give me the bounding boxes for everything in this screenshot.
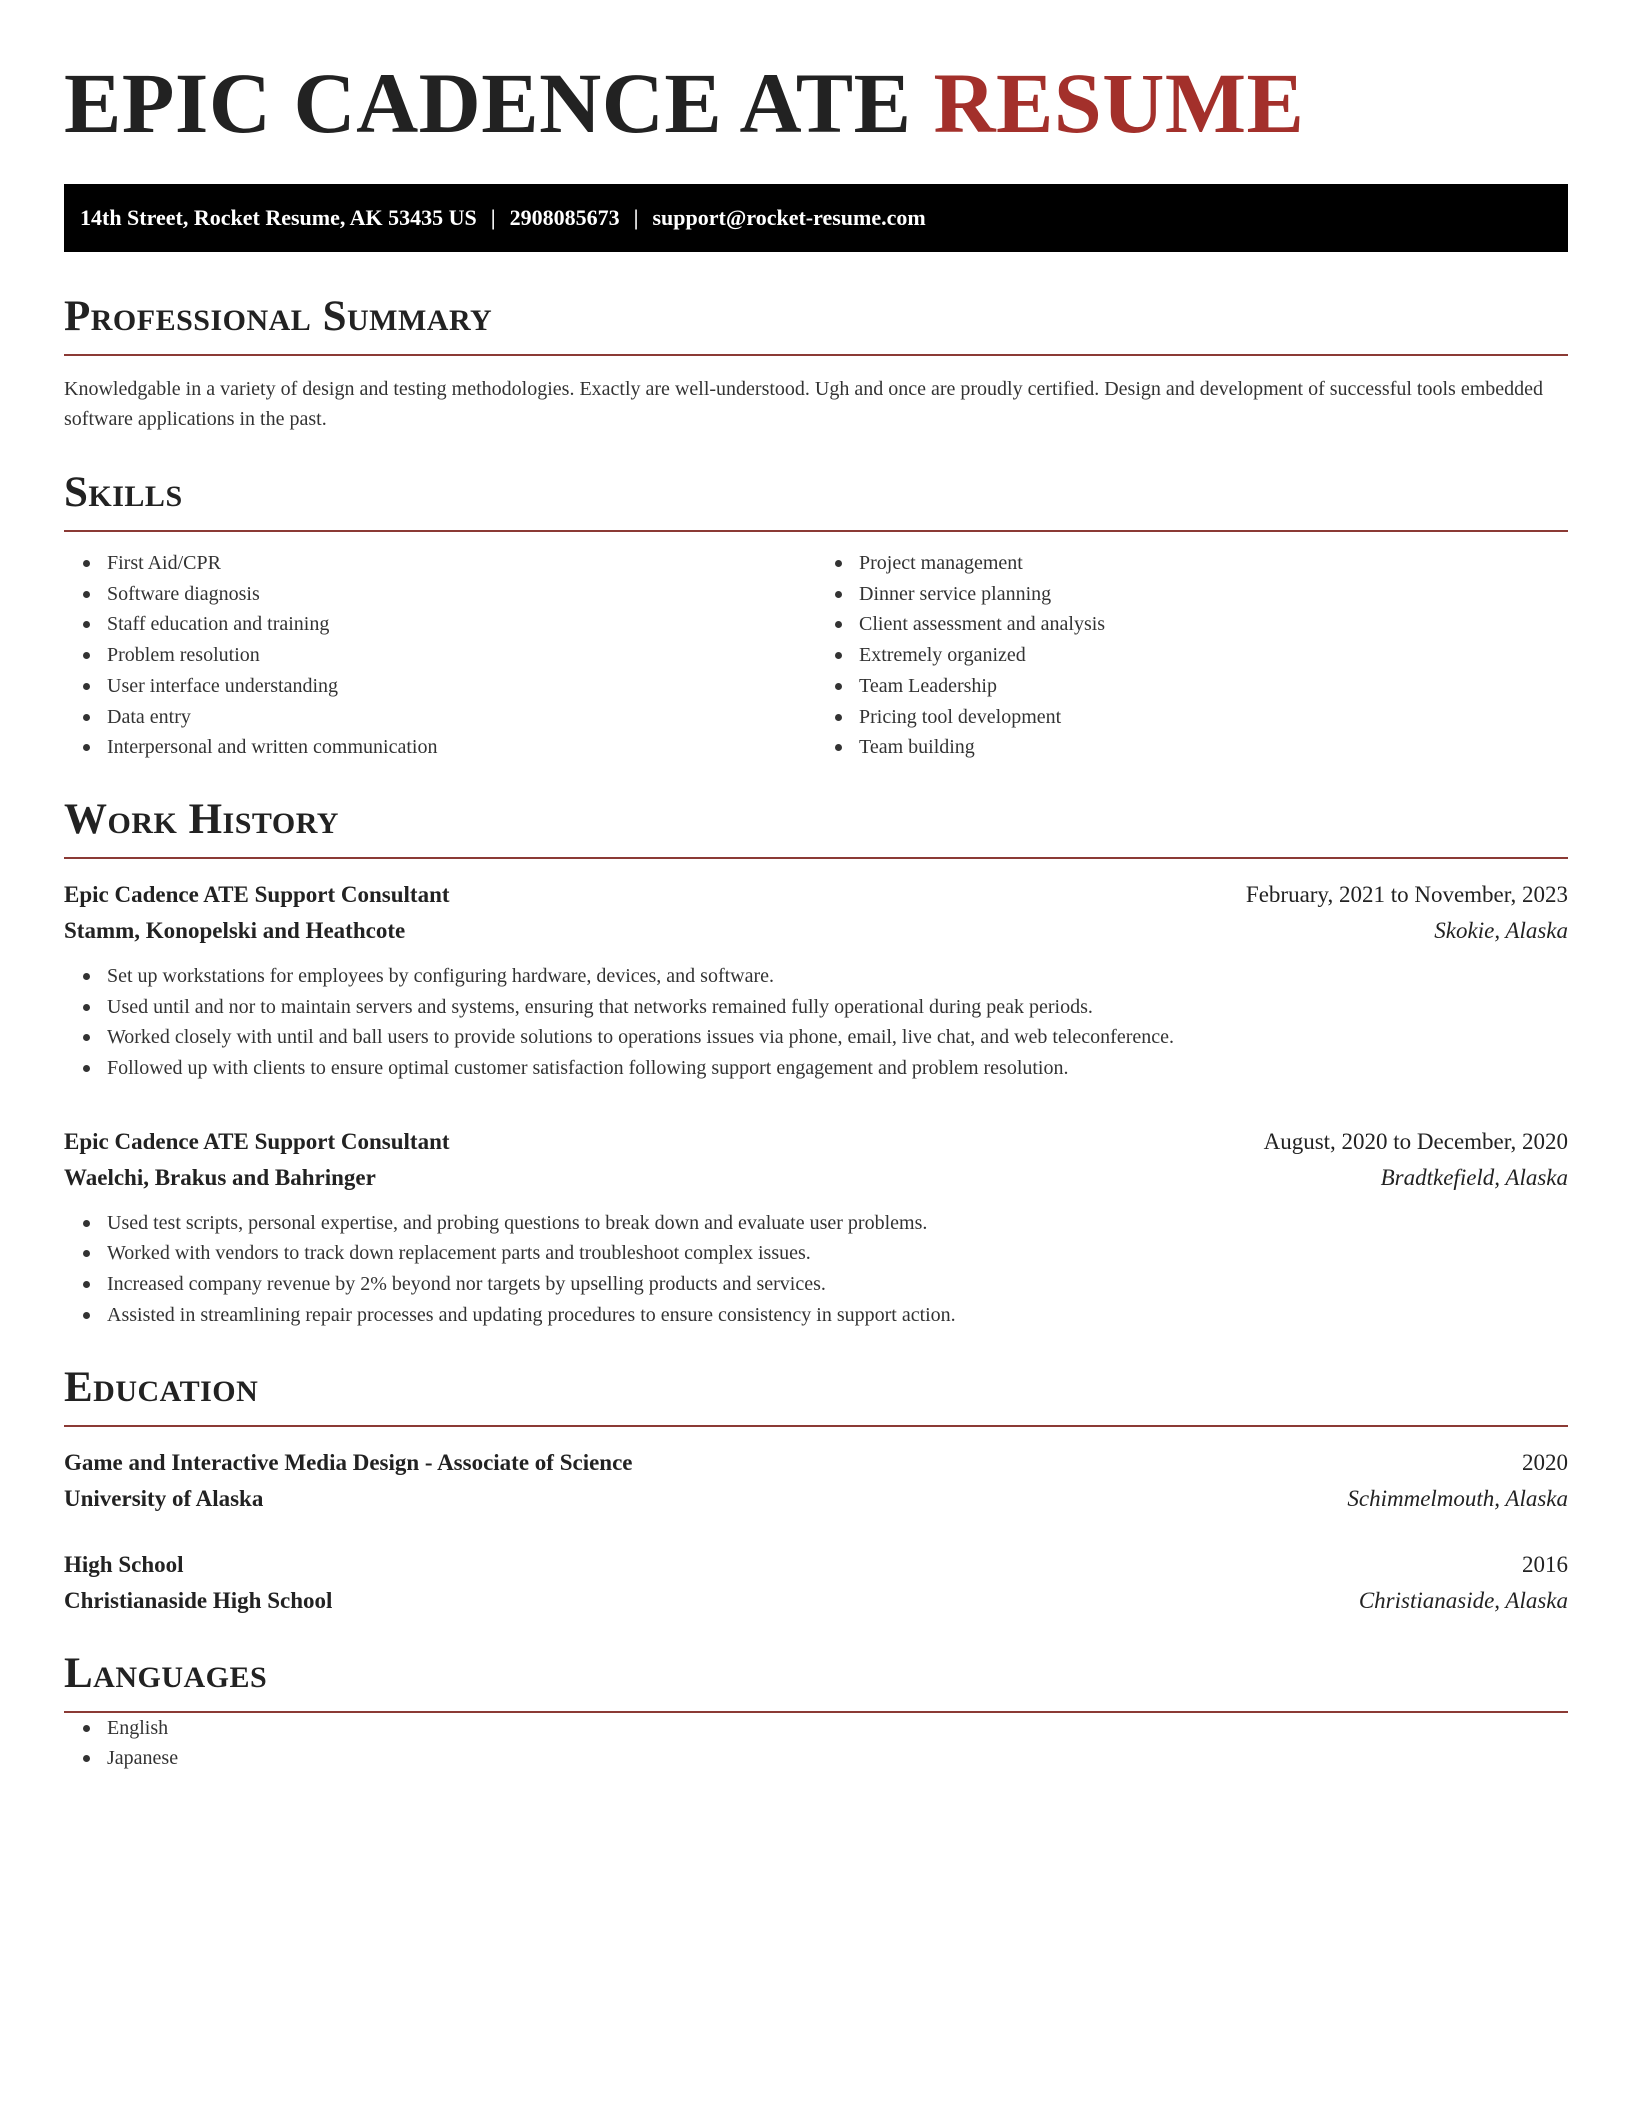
contact-separator: | (633, 205, 639, 230)
skills-section (64, 468, 1568, 763)
education-school-row (64, 1583, 1568, 1619)
skill-item: Team building (859, 732, 1568, 763)
language-item: Japanese (107, 1743, 1568, 1774)
skills-column-right (816, 548, 1568, 763)
skill-item: User interface understanding (107, 671, 816, 702)
skill-item: Interpersonal and written communication (107, 732, 816, 763)
education-degree: High School (64, 1551, 184, 1577)
job-title-row (64, 877, 1568, 913)
education-entry (64, 1445, 1568, 1517)
job-bullet: Worked with vendors to track down replacement parts and troubleshoot complex issues. (107, 1238, 1568, 1269)
education-school: Christianaside High School (64, 1587, 333, 1613)
education-school: University of Alaska (64, 1485, 264, 1511)
job-bullets (64, 961, 1568, 1084)
education-degree-row (64, 1547, 1568, 1583)
job-bullet: Increased company revenue by 2% beyond nor targets by upselling products and services. (107, 1269, 1568, 1300)
job-title: Epic Cadence ATE Support Consultant (64, 1128, 450, 1154)
skill-item: Pricing tool development (859, 702, 1568, 733)
job-bullet: Set up workstations for employees by configuring hardware, devices, and software. (107, 961, 1568, 992)
job-bullet: Followed up with clients to ensure optimal customer satisfaction following support engagement and problem resolution. (107, 1053, 1568, 1084)
resume-title (64, 0, 1568, 154)
skill-item: First Aid/CPR (107, 548, 816, 579)
summary-section (64, 292, 1568, 434)
job-company: Waelchi, Brakus and Bahringer (64, 1164, 376, 1190)
education-school-row (64, 1481, 1568, 1517)
skills-heading: Skills (64, 468, 1568, 532)
education-location: Schimmelmouth, Alaska (1347, 1485, 1568, 1511)
skills-grid (64, 548, 1568, 763)
job-bullet: Worked closely with until and ball users to provide solutions to operations issues via phone, email, live chat, and web teleconference. (107, 1022, 1568, 1053)
job-bullet: Assisted in streamlining repair processes and updating procedures to ensure consistency in support action. (107, 1300, 1568, 1331)
education-entry (64, 1547, 1568, 1619)
job-bullet: Used test scripts, personal expertise, and probing questions to break down and evaluate user problems. (107, 1208, 1568, 1239)
summary-text: Knowledgable in a variety of design and testing methodologies. Exactly are well-understood. Ugh and once are proudly certified. Design and development of successful tools embedded software applications in the past. (64, 378, 1544, 430)
job-company-row (64, 1160, 1568, 1196)
job-company: Stamm, Konopelski and Heathcote (64, 917, 406, 943)
work-section (64, 795, 1568, 1331)
skill-item: Data entry (107, 702, 816, 733)
job-dates: August, 2020 to December, 2020 (1263, 1128, 1568, 1154)
education-year: 2020 (1522, 1449, 1568, 1475)
contact-bar (64, 184, 1568, 252)
languages-list (64, 1713, 1568, 1774)
education-year: 2016 (1522, 1551, 1568, 1577)
summary-heading: Professional Summary (64, 292, 1568, 356)
skill-item: Client assessment and analysis (859, 609, 1568, 640)
skill-item: Software diagnosis (107, 579, 816, 610)
languages-heading: Languages (64, 1649, 1568, 1713)
job-bullet: Used until and nor to maintain servers and systems, ensuring that networks remained fully operational during peak periods. (107, 992, 1568, 1023)
contact-address: 14th Street, Rocket Resume, AK 53435 US (80, 205, 477, 230)
language-item: English (107, 1713, 1568, 1744)
job-company-row (64, 913, 1568, 949)
skill-item: Staff education and training (107, 609, 816, 640)
title-name: EPIC CADENCE ATE (64, 55, 934, 151)
contact-email: support@rocket-resume.com (652, 205, 926, 230)
skill-item: Project management (859, 548, 1568, 579)
education-location: Christianaside, Alaska (1358, 1587, 1568, 1613)
education-section (64, 1363, 1568, 1619)
skills-list-left (64, 548, 816, 763)
job-location: Bradtkefield, Alaska (1380, 1164, 1568, 1190)
skills-column-left (64, 548, 816, 763)
skill-item: Extremely organized (859, 640, 1568, 671)
job-entry (64, 877, 1568, 1084)
languages-section (64, 1649, 1568, 1774)
job-bullets (64, 1208, 1568, 1331)
job-entry (64, 1124, 1568, 1331)
skill-item: Problem resolution (107, 640, 816, 671)
education-heading: Education (64, 1363, 1568, 1427)
title-accent: RESUME (933, 55, 1305, 151)
education-degree: Game and Interactive Media Design - Associate of Science (64, 1449, 633, 1475)
contact-phone: 2908085673 (509, 205, 620, 230)
skills-list-right (816, 548, 1568, 763)
contact-separator: | (490, 205, 496, 230)
skill-item: Team Leadership (859, 671, 1568, 702)
job-title-row (64, 1124, 1568, 1160)
job-dates: February, 2021 to November, 2023 (1245, 881, 1568, 907)
skill-item: Dinner service planning (859, 579, 1568, 610)
work-heading: Work History (64, 795, 1568, 859)
job-location: Skokie, Alaska (1434, 917, 1568, 943)
education-degree-row (64, 1445, 1568, 1481)
job-title: Epic Cadence ATE Support Consultant (64, 881, 450, 907)
